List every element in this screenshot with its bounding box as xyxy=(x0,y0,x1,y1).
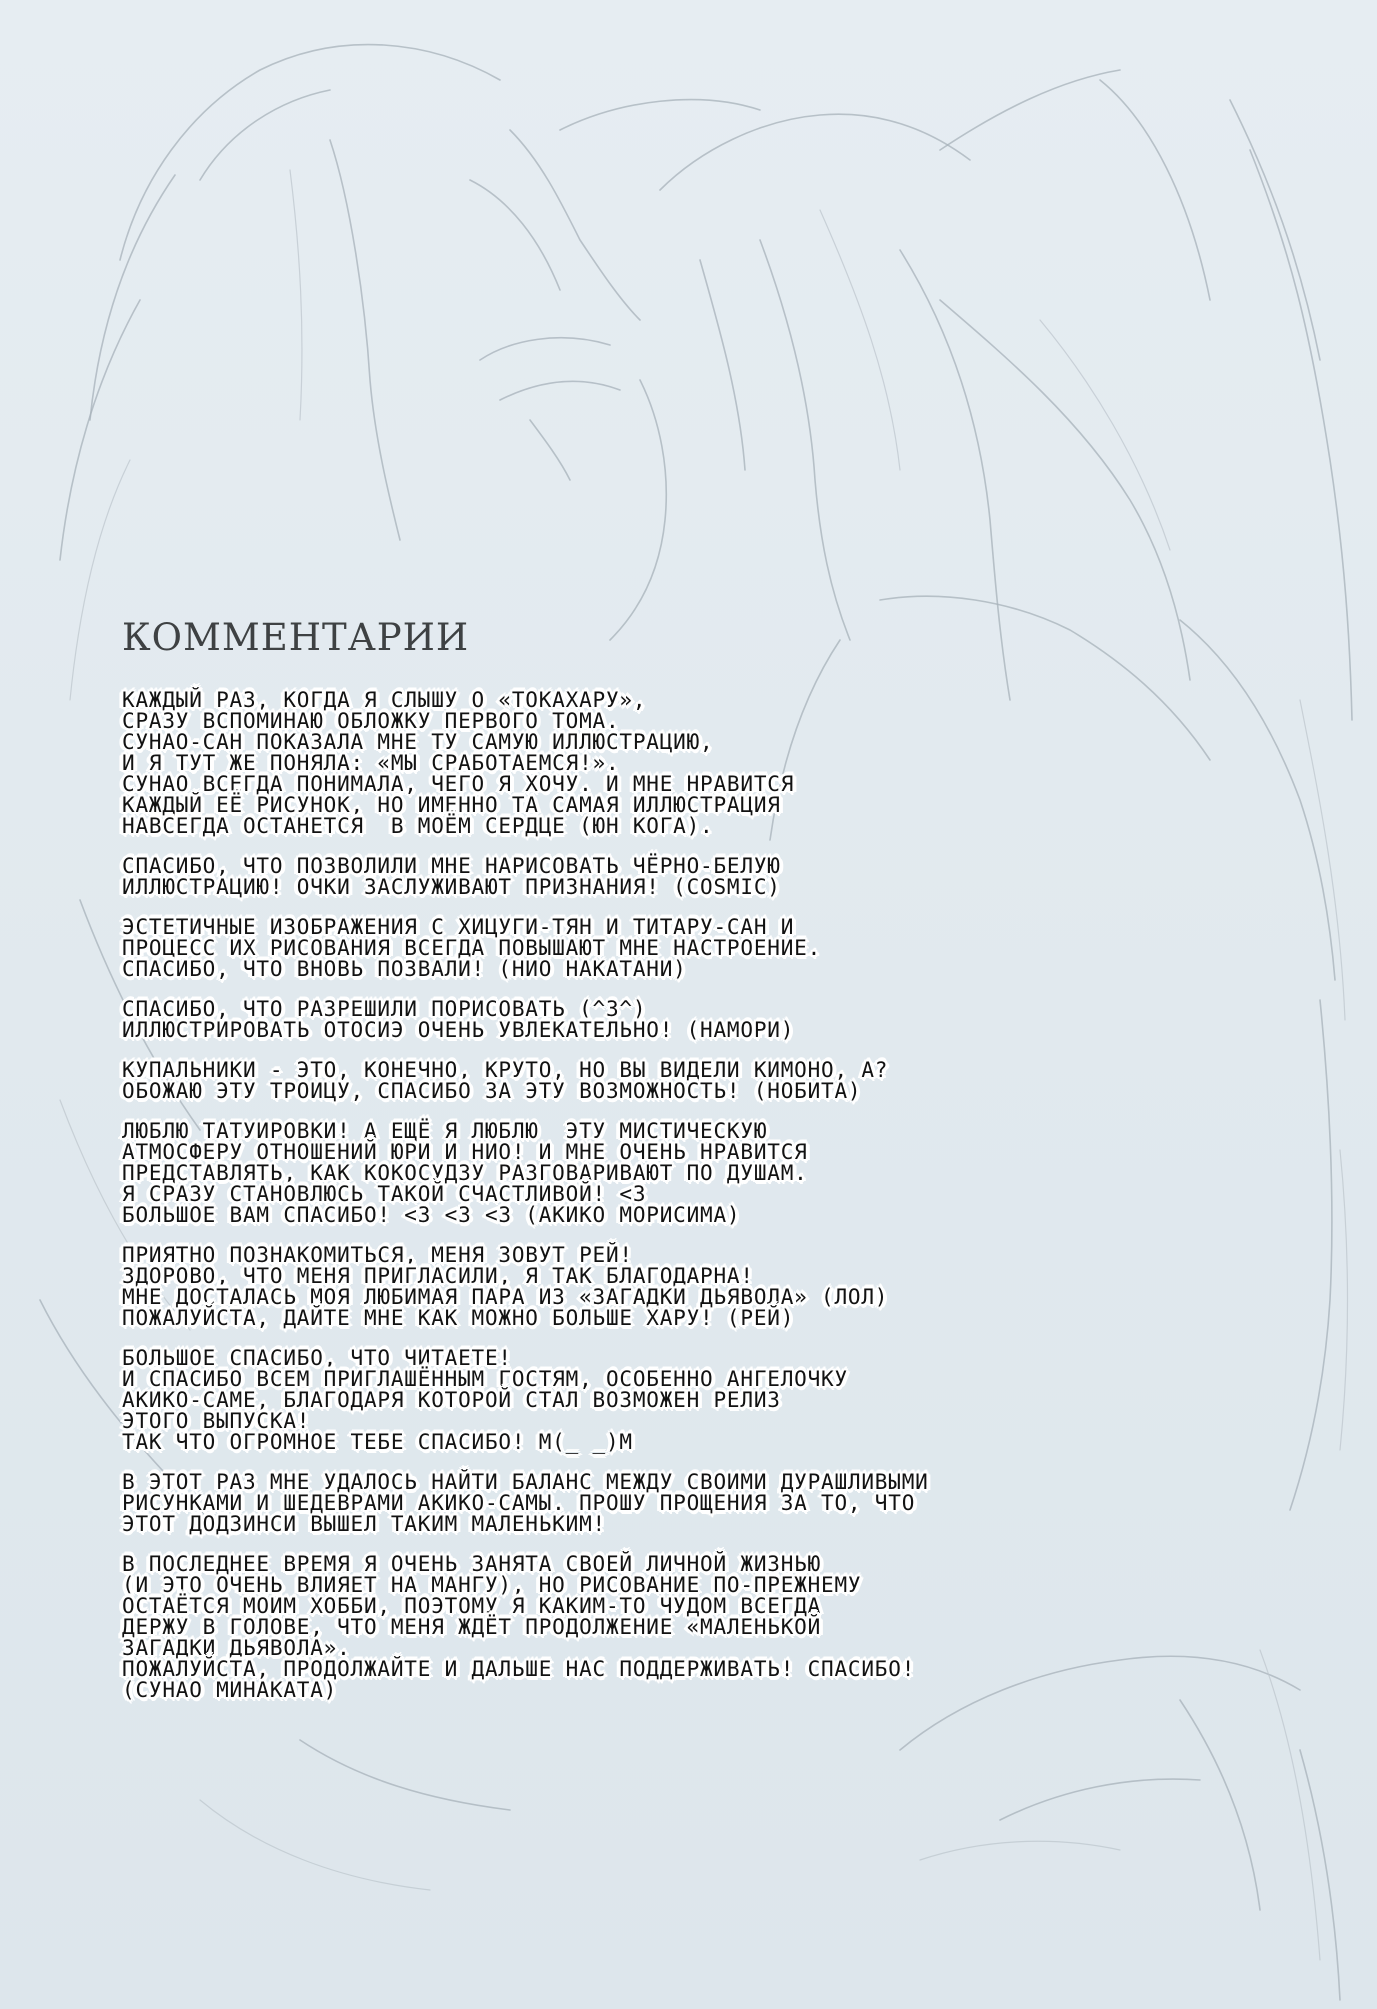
text-line: (И ЭТО ОЧЕНЬ ВЛИЯЕТ НА МАНГУ), НО РИСОВАНИЕ ПО-ПРЕЖНЕМУ xyxy=(122,1573,862,1597)
text-line: Я СРАЗУ СТАНОВЛЮСЬ ТАКОЙ СЧАСТЛИВОЙ! <3 xyxy=(122,1182,647,1206)
text-line: В ПОСЛЕДНЕЕ ВРЕМЯ Я ОЧЕНЬ ЗАНЯТА СВОЕЙ ЛИЧНОЙ ЖИЗНЬЮ xyxy=(122,1552,822,1576)
text-line: АТМОСФЕРУ ОТНОШЕНИЙ ЮРИ И НИО! И МНЕ ОЧЕНЬ НРАВИТСЯ xyxy=(122,1140,808,1164)
text-line: ЗАГАДКИ ДЬЯВОЛА». xyxy=(122,1636,351,1660)
text-line: ПРОЦЕСС ИХ РИСОВАНИЯ ВСЕГДА ПОВЫШАЮТ МНЕ НАСТРОЕНИЕ. xyxy=(122,936,822,960)
comments-block xyxy=(122,608,1272,1720)
comment-yun-koga xyxy=(122,690,1272,837)
text-line: ИЛЛЮСТРАЦИЮ! ОЧКИ ЗАСЛУЖИВАЮТ ПРИЗНАНИЯ! (COSMIC) xyxy=(122,875,781,899)
text-line: АКИКО-САМЕ, БЛАГОДАРЯ КОТОРОЙ СТАЛ ВОЗМОЖЕН РЕЛИЗ xyxy=(122,1388,781,1412)
text-line: СПАСИБО, ЧТО РАЗРЕШИЛИ ПОРИСОВАТЬ (^3^) xyxy=(122,997,647,1021)
comment-balance xyxy=(122,1472,1272,1535)
text-line: ЛЮБЛЮ ТАТУИРОВКИ! А ЕЩЁ Я ЛЮБЛЮ ЭТУ МИСТИЧЕСКУЮ xyxy=(122,1119,768,1143)
comment-akiko-morisima xyxy=(122,1121,1272,1226)
text-line: ПОЖАЛУЙСТА, ПРОДОЛЖАЙТЕ И ДАЛЬШЕ НАС ПОДДЕРЖИВАТЬ! СПАСИБО! xyxy=(122,1657,916,1681)
text-line: ТАК ЧТО ОГРОМНОЕ ТЕБЕ СПАСИБО! M(_ _)M xyxy=(122,1430,633,1454)
text-line: ИЛЛЮСТРИРОВАТЬ ОТОСИЭ ОЧЕНЬ УВЛЕКАТЕЛЬНО! (НАМОРИ) xyxy=(122,1018,795,1042)
text-line: ОБОЖАЮ ЭТУ ТРОИЦУ, СПАСИБО ЗА ЭТУ ВОЗМОЖНОСТЬ! (НОБИТА) xyxy=(122,1079,862,1103)
text-line: СПАСИБО, ЧТО ПОЗВОЛИЛИ МНЕ НАРИСОВАТЬ ЧЁРНО-БЕЛУЮ xyxy=(122,854,781,878)
comment-thanks-guests xyxy=(122,1348,1272,1453)
text-line: ПОЖАЛУЙСТА, ДАЙТЕ МНЕ КАК МОЖНО БОЛЬШЕ ХАРУ! (РЕЙ) xyxy=(122,1306,795,1330)
text-line: СУНАО ВСЕГДА ПОНИМАЛА, ЧЕГО Я ХОЧУ. И МНЕ НРАВИТСЯ xyxy=(122,772,795,796)
text-line: ОСТАЁТСЯ МОИМ ХОББИ, ПОЭТОМУ Я КАКИМ-ТО ЧУДОМ ВСЕГДА xyxy=(122,1594,822,1618)
text-line: ЭТОТ ДОДЗИНСИ ВЫШЕЛ ТАКИМ МАЛЕНЬКИМ! xyxy=(122,1512,606,1536)
text-line: ЭСТЕТИЧНЫЕ ИЗОБРАЖЕНИЯ С ХИЦУГИ-ТЯН И ТИТАРУ-САН И xyxy=(122,915,795,939)
text-line: БОЛЬШОЕ ВАМ СПАСИБО! <3 <3 <3 (АКИКО МОРИСИМА) xyxy=(122,1203,741,1227)
text-line: СПАСИБО, ЧТО ВНОВЬ ПОЗВАЛИ! (НИО НАКАТАНИ) xyxy=(122,957,687,981)
text-line: КАЖДЫЙ ЕЁ РИСУНОК, НО ИМЕННО ТА САМАЯ ИЛЛЮСТРАЦИЯ xyxy=(122,793,781,817)
text-line: И СПАСИБО ВСЕМ ПРИГЛАШЁННЫМ ГОСТЯМ, ОСОБЕННО АНГЕЛОЧКУ xyxy=(122,1367,848,1391)
text-line: И Я ТУТ ЖЕ ПОНЯЛА: «МЫ СРАБОТАЕМСЯ!». xyxy=(122,751,620,775)
text-line: В ЭТОТ РАЗ МНЕ УДАЛОСЬ НАЙТИ БАЛАНС МЕЖДУ СВОИМИ ДУРАШЛИВЫМИ xyxy=(122,1470,929,1494)
text-line: БОЛЬШОЕ СПАСИБО, ЧТО ЧИТАЕТЕ! xyxy=(122,1346,512,1370)
comment-cosmic xyxy=(122,856,1272,898)
text-line: РИСУНКАМИ И ШЕДЕВРАМИ АКИКО-САМЫ. ПРОШУ ПРОЩЕНИЯ ЗА ТО, ЧТО xyxy=(122,1491,916,1515)
comment-namori xyxy=(122,999,1272,1041)
text-line: НАВСЕГДА ОСТАНЕТСЯ В МОЁМ СЕРДЦЕ (ЮН КОГА). xyxy=(122,814,714,838)
text-line: ЭТОГО ВЫПУСКА! xyxy=(122,1409,311,1433)
text-line: КУПАЛЬНИКИ - ЭТО, КОНЕЧНО, КРУТО, НО ВЫ ВИДЕЛИ КИМОНО, А? xyxy=(122,1058,889,1082)
comment-rei xyxy=(122,1245,1272,1329)
text-line: СУНАО-САН ПОКАЗАЛА МНЕ ТУ САМУЮ ИЛЛЮСТРАЦИЮ, xyxy=(122,730,714,754)
text-line: ЗДОРОВО, ЧТО МЕНЯ ПРИГЛАСИЛИ, Я ТАК БЛАГОДАРНА! xyxy=(122,1264,754,1288)
text-line: СРАЗУ ВСПОМИНАЮ ОБЛОЖКУ ПЕРВОГО ТОМА. xyxy=(122,709,620,733)
comment-sunao-minakata xyxy=(122,1554,1272,1701)
page-title: КОММЕНТАРИИ xyxy=(122,616,470,659)
comment-nio-nakatani xyxy=(122,917,1272,980)
text-line: (СУНАО МИНАКАТА) xyxy=(122,1678,338,1702)
text-line: ДЕРЖУ В ГОЛОВЕ, ЧТО МЕНЯ ЖДЁТ ПРОДОЛЖЕНИЕ «МАЛЕНЬКОЙ xyxy=(122,1615,822,1639)
text-line: МНЕ ДОСТАЛАСЬ МОЯ ЛЮБИМАЯ ПАРА ИЗ «ЗАГАДКИ ДЬЯВОЛА» (ЛОЛ) xyxy=(122,1285,889,1309)
text-line: ПРИЯТНО ПОЗНАКОМИТЬСЯ, МЕНЯ ЗОВУТ РЕЙ! xyxy=(122,1243,633,1267)
text-line: КАЖДЫЙ РАЗ, КОГДА Я СЛЫШУ О «ТОКАХАРУ», xyxy=(122,688,647,712)
comment-nobita xyxy=(122,1060,1272,1102)
text-line: ПРЕДСТАВЛЯТЬ, КАК КОКОСУДЗУ РАЗГОВАРИВАЮТ ПО ДУШАМ. xyxy=(122,1161,808,1185)
